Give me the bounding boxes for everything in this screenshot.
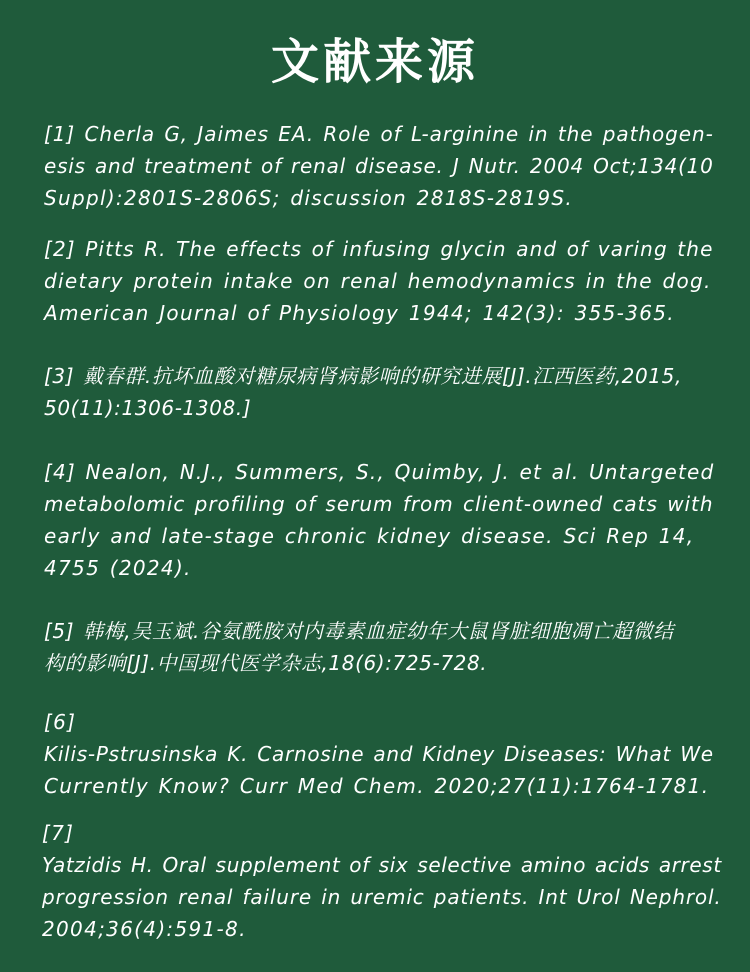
reference-6 [44, 706, 714, 802]
reference-line: [5] 韩梅,吴玉斌.谷氨酰胺对内毒素血症幼年大鼠肾脏细胞凋亡超微结 [44, 619, 674, 643]
reference-2 [44, 233, 714, 329]
reference-4 [44, 456, 714, 584]
reference-line: esis and treatment of renal disease. J Nutr. 2004 Oct;134(10 [44, 154, 714, 178]
reference-line: 构的影响[J].中国现代医学杂志,18(6):725-728. [44, 651, 488, 675]
reference-line: American Journal of Physiology 1944; 142(3): 355-365. [44, 301, 675, 325]
reference-line: Kilis-Pstrusinska K. Carnosine and Kidney Diseases: What We [44, 742, 714, 766]
reference-line: metabolomic profiling of serum from client-owned cats with [44, 492, 714, 516]
reference-line: [4] Nealon, N.J., Summers, S., Quimby, J. et al. Untargeted [44, 460, 715, 484]
reference-line: Suppl):2801S-2806S; discussion 2818S-2819S. [44, 186, 574, 210]
reference-line: [7] [42, 821, 75, 845]
reference-1 [44, 118, 714, 214]
reference-line: 2004;36(4):591-8. [42, 917, 247, 941]
reference-line: 50(11):1306-1308.] [44, 396, 252, 420]
reference-line: Currently Know? Curr Med Chem. 2020;27(11):1764-1781. [44, 774, 710, 798]
reference-3 [44, 360, 714, 424]
reference-line: Yatzidis H. Oral supplement of six selective amino acids arrest [42, 853, 722, 877]
reference-5 [44, 615, 714, 679]
reference-line: [3] 戴春群.抗坏血酸对糖尿病肾病影响的研究进展[J].江西医药,2015, [44, 364, 682, 388]
reference-line: dietary protein intake on renal hemodynamics in the dog. [44, 269, 712, 293]
reference-line: [6] [44, 710, 77, 734]
reference-7 [42, 817, 722, 945]
reference-line: [2] Pitts R. The effects of infusing glycin and of varing the [44, 237, 714, 261]
reference-line: early and late-stage chronic kidney disease. Sci Rep 14, [44, 524, 695, 548]
reference-line: 4755 (2024). [44, 556, 192, 580]
reference-line: [1] Cherla G, Jaimes EA. Role of L-arginine in the pathogen- [44, 122, 714, 146]
reference-line: progression renal failure in uremic patients. Int Urol Nephrol. [42, 885, 722, 909]
page-title: 文献来源 [270, 34, 479, 90]
